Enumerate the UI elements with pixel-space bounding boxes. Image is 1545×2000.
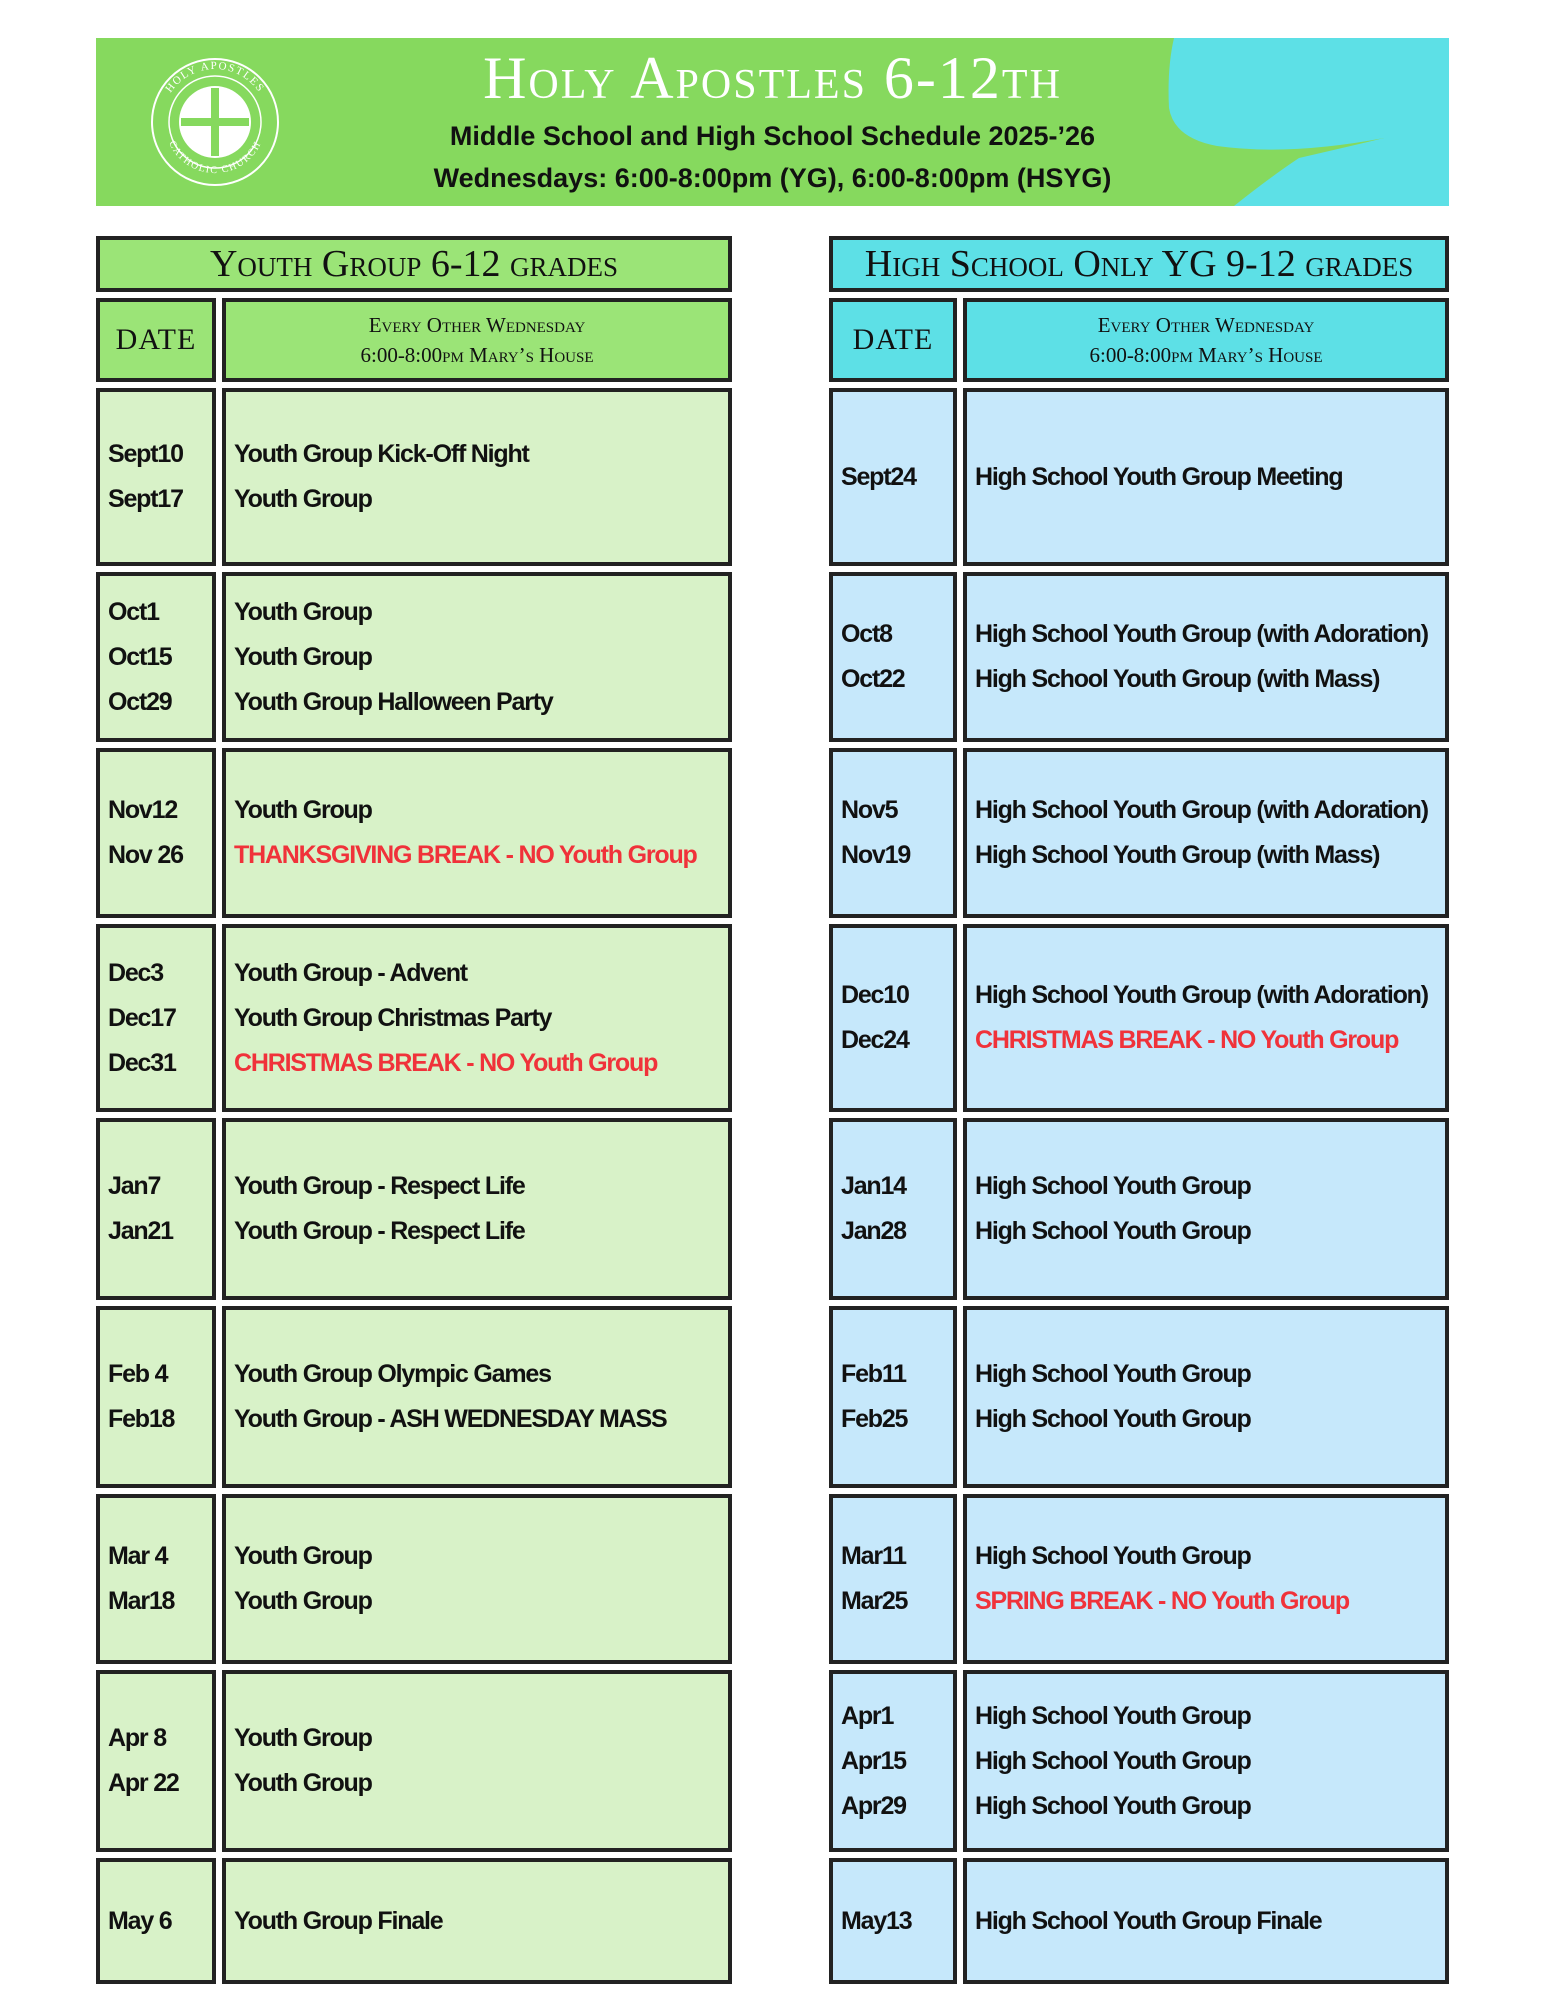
date-text: Nov19 <box>841 841 911 869</box>
event-text: High School Youth Group <box>975 1791 1251 1820</box>
schedule-row <box>96 388 732 566</box>
date-text: Nov 26 <box>108 841 183 869</box>
date-cell <box>96 1118 216 1300</box>
high-school-rows <box>829 388 1449 1984</box>
date-cell <box>829 572 957 742</box>
date-cell <box>829 748 957 918</box>
youth-group-schedule <box>96 236 732 1984</box>
event-cell <box>222 1858 732 1984</box>
schedule-row <box>96 1858 732 1984</box>
date-text: Mar 4 <box>108 1542 168 1570</box>
event-text: Youth Group <box>234 1587 372 1615</box>
date-text: Sept17 <box>108 485 183 513</box>
event-text: High School Youth Group <box>975 1542 1251 1570</box>
event-cell <box>963 572 1449 742</box>
date-cell <box>829 388 957 566</box>
event-text: Youth Group <box>234 485 372 513</box>
date-cell <box>829 924 957 1112</box>
schedule-row <box>829 1118 1449 1300</box>
high-school-column-header <box>829 298 1449 382</box>
date-text: Oct1 <box>108 597 159 626</box>
date-text: Dec17 <box>108 1003 176 1032</box>
event-text: High School Youth Group <box>975 1701 1251 1730</box>
youth-group-column-header <box>96 298 732 382</box>
youth-group-title: Youth Group 6-12 grades <box>96 236 732 292</box>
date-text: Apr15 <box>841 1746 906 1775</box>
date-cell <box>96 1670 216 1852</box>
date-cell <box>829 1494 957 1664</box>
date-text: Jan14 <box>841 1172 906 1200</box>
date-cell <box>96 388 216 566</box>
date-text: Jan21 <box>108 1217 173 1245</box>
event-cell <box>963 1306 1449 1488</box>
event-header-line1: Every Other Wednesday <box>368 313 586 337</box>
event-cell <box>963 1118 1449 1300</box>
break-notice: THANKSGIVING BREAK - NO Youth Group <box>234 841 697 869</box>
date-text: Feb11 <box>841 1360 906 1388</box>
event-text: High School Youth Group (with Adoration) <box>975 796 1428 824</box>
date-cell <box>829 1118 957 1300</box>
break-notice: SPRING BREAK - NO Youth Group <box>975 1587 1349 1615</box>
date-text: Oct22 <box>841 665 905 693</box>
schedule-row <box>96 924 732 1112</box>
date-text: Feb25 <box>841 1405 908 1433</box>
schedule-row <box>96 1118 732 1300</box>
event-cell <box>222 1118 732 1300</box>
event-text: Youth Group - Respect Life <box>234 1172 525 1200</box>
event-cell <box>963 924 1449 1112</box>
event-cell <box>963 388 1449 566</box>
logo-text-top: HOLY APOSTLES <box>163 59 267 95</box>
date-cell <box>96 572 216 742</box>
date-text: May 6 <box>108 1906 172 1935</box>
event-text: High School Youth Group <box>975 1746 1251 1775</box>
date-text: Apr29 <box>841 1791 906 1820</box>
event-text: Youth Group Halloween Party <box>234 687 553 716</box>
event-header-line1: Every Other Wednesday <box>1097 313 1315 337</box>
event-text: High School Youth Group <box>975 1172 1251 1200</box>
schedule-row <box>96 572 732 742</box>
event-cell <box>963 1670 1449 1852</box>
schedule-row <box>96 1306 732 1488</box>
schedule-row <box>96 1670 732 1852</box>
event-cell <box>222 1670 732 1852</box>
event-text: Youth Group <box>234 796 372 824</box>
event-cell <box>222 1306 732 1488</box>
event-text: Youth Group - ASH WEDNESDAY MASS <box>234 1405 667 1433</box>
date-text: Nov5 <box>841 796 898 824</box>
header-banner <box>96 38 1449 206</box>
date-text: Mar11 <box>841 1542 906 1570</box>
schedule-row <box>829 388 1449 566</box>
date-text: Dec3 <box>108 958 163 987</box>
event-text: Youth Group <box>234 1542 372 1570</box>
event-header-line2: 6:00-8:00pm Mary’s House <box>1089 343 1323 367</box>
event-cell <box>222 1494 732 1664</box>
event-text: High School Youth Group <box>975 1405 1251 1433</box>
youth-group-rows <box>96 388 732 1984</box>
date-text: Dec10 <box>841 981 909 1009</box>
event-cell <box>222 748 732 918</box>
event-text: Youth Group <box>234 642 372 671</box>
schedule-row <box>829 748 1449 918</box>
event-column-header <box>963 298 1449 382</box>
meeting-times: Wednesdays: 6:00-8:00pm (YG), 6:00-8:00pm (HSYG) <box>433 163 1112 193</box>
schedule-row <box>829 1306 1449 1488</box>
event-cell <box>963 1858 1449 1984</box>
schedule-row <box>829 1670 1449 1852</box>
event-text: High School Youth Group (with Adoration) <box>975 981 1428 1009</box>
date-text: Oct15 <box>108 642 172 671</box>
event-text: High School Youth Group (with Mass) <box>975 665 1380 693</box>
date-text: Oct8 <box>841 620 892 648</box>
schedule-row <box>829 572 1449 742</box>
event-text: Youth Group Olympic Games <box>234 1360 551 1388</box>
schedule-row <box>96 1494 732 1664</box>
high-school-title: High School Only YG 9-12 grades <box>829 236 1449 292</box>
event-cell <box>963 748 1449 918</box>
date-cell <box>829 1858 957 1984</box>
event-cell <box>963 1494 1449 1664</box>
schedule-row <box>829 924 1449 1112</box>
date-text: Apr1 <box>841 1701 894 1730</box>
event-text: Youth Group - Advent <box>234 958 467 987</box>
date-text: Dec31 <box>108 1048 176 1077</box>
event-text: High School Youth Group <box>975 1217 1251 1245</box>
date-text: Apr 22 <box>108 1769 179 1797</box>
event-text: High School Youth Group Finale <box>975 1906 1322 1935</box>
schedule-subtitle: Middle School and High School Schedule 2025-’26 <box>449 121 1096 151</box>
date-cell <box>96 1858 216 1984</box>
date-text: Jan7 <box>108 1172 161 1200</box>
event-text: High School Youth Group (with Mass) <box>975 841 1380 869</box>
date-cell <box>96 924 216 1112</box>
event-text: Youth Group Finale <box>234 1906 443 1935</box>
event-cell <box>222 572 732 742</box>
event-text: High School Youth Group (with Adoration) <box>975 620 1428 648</box>
event-header-line2: 6:00-8:00pm Mary’s House <box>360 343 594 367</box>
date-cell <box>829 1670 957 1852</box>
event-text: Youth Group <box>234 1724 372 1752</box>
date-cell <box>96 1306 216 1488</box>
logo-text-bottom: CATHOLIC CHURCH <box>166 139 264 177</box>
event-cell <box>222 924 732 1112</box>
event-text: Youth Group <box>234 1769 372 1797</box>
date-cell <box>96 1494 216 1664</box>
event-text: High School Youth Group <box>975 1360 1251 1388</box>
date-text: Mar25 <box>841 1587 908 1615</box>
date-column-header: DATE <box>829 298 957 382</box>
event-text: Youth Group Christmas Party <box>234 1003 552 1032</box>
event-column-header <box>222 298 732 382</box>
event-text: Youth Group - Respect Life <box>234 1217 525 1245</box>
date-cell <box>829 1306 957 1488</box>
date-text: Apr 8 <box>108 1724 166 1752</box>
schedule-row <box>96 748 732 918</box>
break-notice: CHRISTMAS BREAK - NO Youth Group <box>234 1048 658 1077</box>
event-cell <box>222 388 732 566</box>
date-text: Feb18 <box>108 1405 175 1433</box>
date-column-header: DATE <box>96 298 216 382</box>
date-cell <box>96 748 216 918</box>
date-text: Feb 4 <box>108 1360 168 1388</box>
schedule-row <box>829 1494 1449 1664</box>
date-text: Dec24 <box>841 1026 909 1054</box>
event-text: High School Youth Group Meeting <box>975 462 1343 491</box>
date-text: Jan28 <box>841 1217 906 1245</box>
schedule-row <box>829 1858 1449 1984</box>
date-text: Sept24 <box>841 462 916 491</box>
break-notice: CHRISTMAS BREAK - NO Youth Group <box>975 1026 1399 1054</box>
high-school-schedule <box>829 236 1449 1984</box>
date-text: Oct29 <box>108 687 172 716</box>
date-text: May13 <box>841 1906 912 1935</box>
page-title: Holy Apostles 6-12th <box>483 45 1062 111</box>
event-text: Youth Group Kick-Off Night <box>234 440 529 468</box>
event-text: Youth Group <box>234 597 372 626</box>
date-text: Sept10 <box>108 440 183 468</box>
date-text: Nov12 <box>108 796 178 824</box>
date-text: Mar18 <box>108 1587 175 1615</box>
